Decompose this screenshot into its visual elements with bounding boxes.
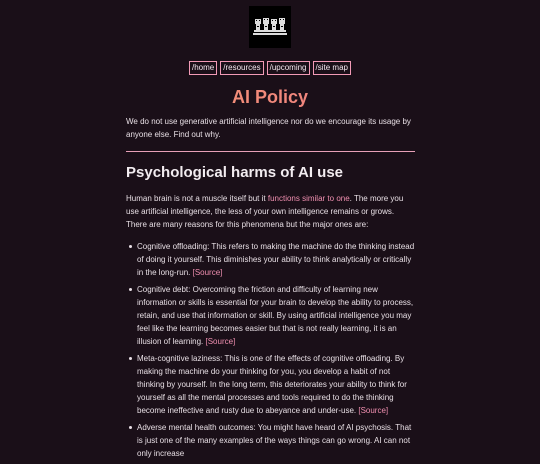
list-item-cognitive-offloading (137, 240, 415, 279)
section-heading: Psychological harms of AI use (126, 164, 344, 181)
page-title: AI Policy (0, 86, 540, 108)
intro-text: We do not use generative artificial intelligence nor do we encourage its usage by anyone else. Find out why. (126, 117, 411, 139)
section-divider (126, 151, 415, 152)
pixel-art-figures-logo-icon (253, 16, 287, 38)
nav-link-site-map[interactable]: /site map (313, 61, 351, 75)
list-item-adverse-mental-health (137, 421, 415, 460)
list-item-text: Cognitive offloading: This refers to making the machine do the thinking instead of doing it yourself. This diminishes your ability to think analytically or critically in the long-run. (137, 242, 415, 277)
main-content (126, 115, 415, 464)
list-item-cognitive-debt (137, 283, 415, 348)
list-item-text: Adverse mental health outcomes: You might have heard of AI psychosis. That is just one of the many examples of the ways things can go wrong. AI can not only increase (137, 423, 412, 458)
nav-link-home[interactable]: /home (189, 61, 217, 75)
nav-link-resources[interactable]: /resources (220, 61, 263, 75)
harms-list (126, 240, 415, 460)
lead-text-after: . The more you use artificial intelligence, the less of your own intelligence remains or grows. There are many reasons for this phenomena but the major ones are: (126, 194, 404, 229)
list-item-meta-cognitive-laziness (137, 352, 415, 417)
source-link[interactable]: [Source] (358, 406, 389, 415)
source-link[interactable]: [Source] (205, 337, 236, 346)
lead-text-before: Human brain is not a muscle itself but it (126, 194, 268, 203)
functions-similar-link[interactable]: functions similar to one (267, 194, 350, 203)
nav-link-upcoming[interactable]: /upcoming (267, 61, 310, 75)
top-nav (0, 61, 540, 75)
section-lead (126, 192, 415, 231)
site-logo[interactable] (249, 6, 291, 48)
list-item-text: Meta-cognitive laziness: This is one of the effects of cognitive offloading. By making the machine do your thinking for you, you develop a habit of not thinking by yourself. In the long term, this deteriorates your ability to think for yourself as all the mental processes and tools required to do the thinking become ineffective and rusty due to abeyance and under-use. (137, 354, 407, 415)
source-link[interactable]: [Source] (192, 268, 223, 277)
list-item-text: Cognitive debt: Overcoming the friction and difficulty of learning new information or skills is essential for your brain to develop the ability to process, retain, and use that information or skill. By using artificial intelligence you may feel like the learning becomes easier but that is not really learning, it is an illusion of learning. (137, 285, 414, 346)
